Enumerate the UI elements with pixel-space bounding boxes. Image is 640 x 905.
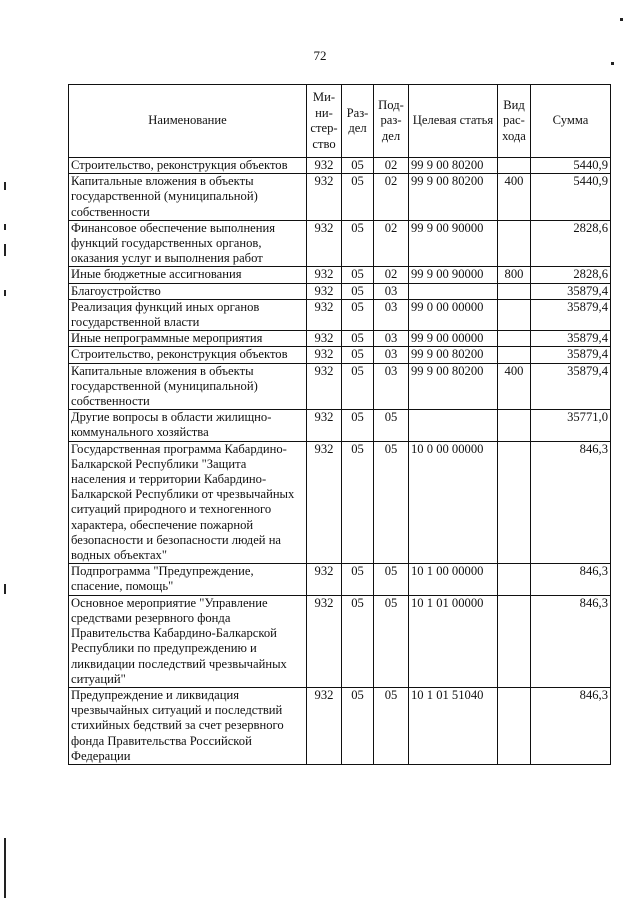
- row-expense-type: 400: [498, 363, 531, 410]
- row-expense-type: [498, 220, 531, 267]
- scan-mark: [4, 224, 6, 230]
- row-target: 99 9 00 90000: [409, 267, 498, 283]
- row-expense-type: 800: [498, 267, 531, 283]
- table-row: [69, 331, 611, 347]
- row-target: 99 9 00 80200: [409, 347, 498, 363]
- row-subsection: 02: [374, 174, 409, 221]
- row-ministry: 932: [307, 363, 342, 410]
- row-section: 05: [342, 158, 374, 174]
- page-number: 72: [313, 48, 327, 63]
- row-target: [409, 410, 498, 441]
- row-ministry: 932: [307, 174, 342, 221]
- row-ministry: 932: [307, 267, 342, 283]
- row-target: 10 1 01 51040: [409, 687, 498, 764]
- row-name: Капитальные вложения в объекты государственной (муниципальной) собственности: [69, 174, 307, 221]
- row-subsection: 03: [374, 347, 409, 363]
- row-sum: 2828,6: [531, 220, 611, 267]
- scan-mark: [4, 244, 6, 256]
- row-section: 05: [342, 220, 374, 267]
- row-ministry: 932: [307, 687, 342, 764]
- row-sum: 35879,4: [531, 331, 611, 347]
- row-expense-type: [498, 347, 531, 363]
- scan-mark: [4, 838, 6, 898]
- row-target: 99 9 00 80200: [409, 158, 498, 174]
- header-expense-type-label: Вид рас-хода: [502, 97, 526, 143]
- row-name: Основное мероприятие "Управление средствами резервного фонда Правительства Кабардино-Балкарской Республики по предупреждению и ликвидации последствий чрезвычайных ситуаций": [69, 595, 307, 687]
- table-row: [69, 220, 611, 267]
- row-name: Подпрограмма "Предупреждение, спасение, помощь": [69, 564, 307, 595]
- row-target: 10 0 00 00000: [409, 441, 498, 564]
- row-target: [409, 283, 498, 299]
- row-name: Финансовое обеспечение выполнения функций государственных органов, оказания услуг и выполнения работ: [69, 220, 307, 267]
- scan-mark: [4, 182, 6, 190]
- row-expense-type: 400: [498, 174, 531, 221]
- row-expense-type: [498, 331, 531, 347]
- row-subsection: 05: [374, 441, 409, 564]
- row-name: Благоустройство: [69, 283, 307, 299]
- row-ministry: 932: [307, 595, 342, 687]
- row-name: Строительство, реконструкция объектов: [69, 158, 307, 174]
- row-sum: 846,3: [531, 564, 611, 595]
- row-sum: 35879,4: [531, 363, 611, 410]
- header-subsection: [374, 85, 409, 158]
- row-section: 05: [342, 299, 374, 330]
- table-row: [69, 410, 611, 441]
- table-row: [69, 687, 611, 764]
- row-name: Строительство, реконструкция объектов: [69, 347, 307, 363]
- scan-mark: [4, 290, 6, 296]
- row-name: Государственная программа Кабардино-Балкарской Республики "Защита населения и территории Кабардино-Балкарской Республики от чрезвычайных ситуаций природного и техногенного характера, обеспечение пожарной безопасности и безопасности людей на водных объектах": [69, 441, 307, 564]
- row-subsection: 02: [374, 267, 409, 283]
- row-sum: 846,3: [531, 441, 611, 564]
- table-row: [69, 347, 611, 363]
- row-target: 99 9 00 80200: [409, 363, 498, 410]
- header-ministry: [307, 85, 342, 158]
- table-row: [69, 283, 611, 299]
- table-row: [69, 299, 611, 330]
- row-expense-type: [498, 564, 531, 595]
- row-target: 99 9 00 90000: [409, 220, 498, 267]
- row-sum: 2828,6: [531, 267, 611, 283]
- row-section: 05: [342, 410, 374, 441]
- row-ministry: 932: [307, 220, 342, 267]
- row-subsection: 03: [374, 299, 409, 330]
- row-subsection: 03: [374, 283, 409, 299]
- row-section: 05: [342, 595, 374, 687]
- row-target: 10 1 01 00000: [409, 595, 498, 687]
- header-section-label: Раз-дел: [346, 105, 369, 135]
- header-expense-type: [498, 85, 531, 158]
- scan-mark: [620, 18, 623, 21]
- row-name: Капитальные вложения в объекты государственной (муниципальной) собственности: [69, 363, 307, 410]
- row-ministry: 932: [307, 299, 342, 330]
- row-ministry: 932: [307, 347, 342, 363]
- row-ministry: 932: [307, 410, 342, 441]
- table-row: [69, 174, 611, 221]
- row-target: 99 0 00 00000: [409, 299, 498, 330]
- scan-mark: [4, 584, 6, 594]
- row-subsection: 05: [374, 410, 409, 441]
- row-ministry: 932: [307, 564, 342, 595]
- row-sum: 35771,0: [531, 410, 611, 441]
- table-header-row: [69, 85, 611, 158]
- table-row: [69, 158, 611, 174]
- row-ministry: 932: [307, 331, 342, 347]
- row-expense-type: [498, 283, 531, 299]
- row-sum: 5440,9: [531, 174, 611, 221]
- row-section: 05: [342, 687, 374, 764]
- row-expense-type: [498, 595, 531, 687]
- header-sum: Сумма: [531, 85, 611, 158]
- row-expense-type: [498, 158, 531, 174]
- row-section: 05: [342, 267, 374, 283]
- row-expense-type: [498, 687, 531, 764]
- row-subsection: 05: [374, 595, 409, 687]
- row-subsection: 02: [374, 158, 409, 174]
- table-row: [69, 564, 611, 595]
- row-target: 99 9 00 00000: [409, 331, 498, 347]
- row-sum: 846,3: [531, 595, 611, 687]
- row-subsection: 05: [374, 687, 409, 764]
- row-section: 05: [342, 283, 374, 299]
- row-subsection: 03: [374, 331, 409, 347]
- row-ministry: 932: [307, 283, 342, 299]
- row-section: 05: [342, 564, 374, 595]
- row-section: 05: [342, 441, 374, 564]
- row-name: Другие вопросы в области жилищно-коммунального хозяйства: [69, 410, 307, 441]
- row-expense-type: [498, 410, 531, 441]
- header-subsection-label: Под-раз-дел: [378, 97, 404, 143]
- scan-mark: [611, 62, 614, 65]
- header-name: Наименование: [69, 85, 307, 158]
- row-target: 10 1 00 00000: [409, 564, 498, 595]
- row-target: 99 9 00 80200: [409, 174, 498, 221]
- table-row: [69, 441, 611, 564]
- header-target: Целевая статья: [409, 85, 498, 158]
- row-sum: 35879,4: [531, 283, 611, 299]
- table-row: [69, 363, 611, 410]
- row-section: 05: [342, 331, 374, 347]
- row-sum: 35879,4: [531, 347, 611, 363]
- row-sum: 5440,9: [531, 158, 611, 174]
- row-ministry: 932: [307, 441, 342, 564]
- table-row: [69, 267, 611, 283]
- table-row: [69, 595, 611, 687]
- row-expense-type: [498, 441, 531, 564]
- row-subsection: 03: [374, 363, 409, 410]
- row-sum: 846,3: [531, 687, 611, 764]
- budget-table: [68, 84, 611, 765]
- row-name: Предупреждение и ликвидация чрезвычайных ситуаций и последствий стихийных бедствий за счет резервного фонда Правительства Российской Федерации: [69, 687, 307, 764]
- row-section: 05: [342, 174, 374, 221]
- row-section: 05: [342, 347, 374, 363]
- row-name: Иные бюджетные ассигнования: [69, 267, 307, 283]
- row-ministry: 932: [307, 158, 342, 174]
- header-section: [342, 85, 374, 158]
- row-section: 05: [342, 363, 374, 410]
- row-name: Реализация функций иных органов государственной власти: [69, 299, 307, 330]
- row-name: Иные непрограммные мероприятия: [69, 331, 307, 347]
- row-subsection: 02: [374, 220, 409, 267]
- header-ministry-label: Ми-ни-стер-ство: [310, 90, 338, 151]
- row-sum: 35879,4: [531, 299, 611, 330]
- row-subsection: 05: [374, 564, 409, 595]
- row-expense-type: [498, 299, 531, 330]
